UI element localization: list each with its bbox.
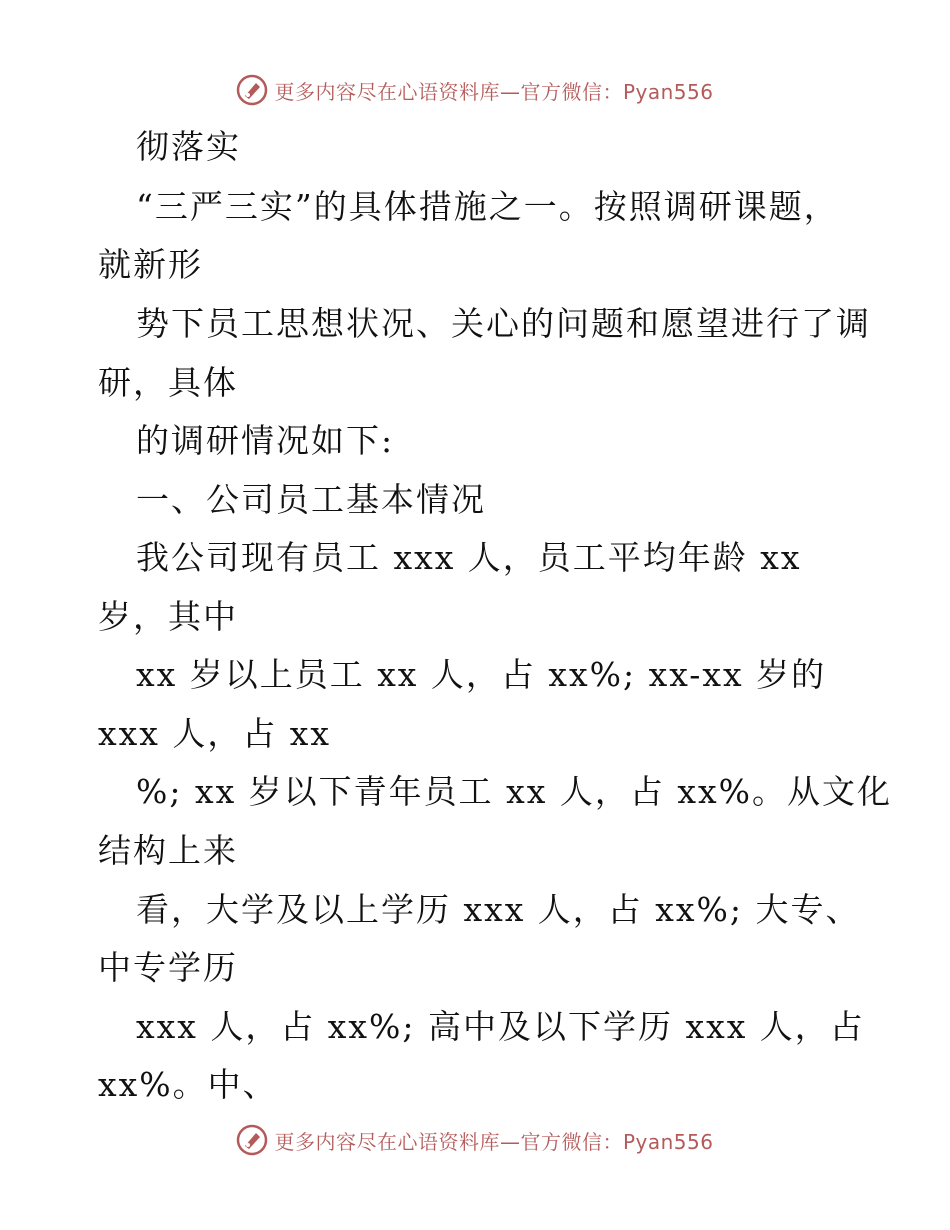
text-line: 我公司现有员工 xxx 人，员工平均年龄 xx xyxy=(136,538,802,577)
text-line: xxx 人，占 xx xyxy=(98,714,332,753)
text-line: 看，大学及以上学历 xxx 人，占 xx%; 大专、 xyxy=(136,890,861,929)
footer-watermark xyxy=(0,1120,950,1160)
text-line: 结构上来 xyxy=(98,831,238,870)
text-line: 的调研情况如下: xyxy=(136,421,395,460)
section-heading: 一、公司员工基本情况 xyxy=(136,480,486,519)
text-line: “三严三实”的具体措施之一。按照调研课题， xyxy=(136,187,839,226)
text-line: xx 岁以上员工 xx 人，占 xx%; xx-xx 岁的 xyxy=(136,655,827,694)
text-line: xxx 人，占 xx%; 高中及以下学历 xxx 人，占 xyxy=(136,1007,865,1046)
text-line: 中专学历 xyxy=(98,948,238,987)
text-line: xx%。中、 xyxy=(98,1065,278,1104)
watermark-text: 更多内容尽在心语资料库—官方微信：Pyan556 xyxy=(274,1129,714,1154)
text-line: 势下员工思想状况、关心的问题和愿望进行了调 xyxy=(136,304,871,343)
pen-nib-logo-icon xyxy=(236,74,268,106)
pen-nib-logo-icon xyxy=(236,1124,268,1156)
text-line: 彻落实 xyxy=(136,127,241,166)
text-line: 研，具体 xyxy=(98,363,238,402)
header-watermark xyxy=(0,70,950,110)
text-line: 岁，其中 xyxy=(98,597,238,636)
watermark-text: 更多内容尽在心语资料库—官方微信：Pyan556 xyxy=(274,79,714,104)
text-line: 就新形 xyxy=(98,245,203,284)
text-line: %; xx 岁以下青年员工 xx 人，占 xx%。从文化 xyxy=(136,772,892,811)
